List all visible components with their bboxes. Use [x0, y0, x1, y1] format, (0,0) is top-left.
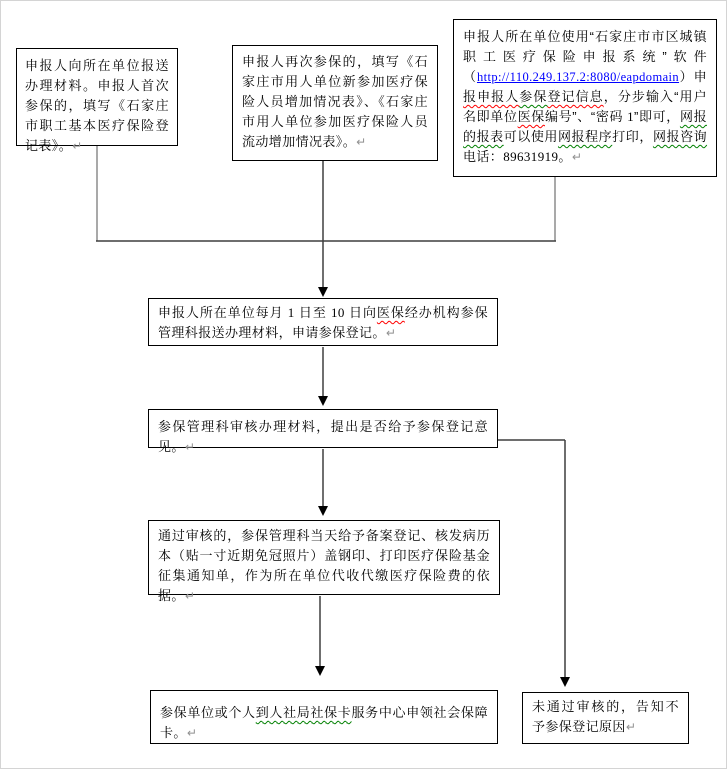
- text-segment: 申报人再次参保的，填写《石家庄市用人单位新参加医疗保险人员增加情况表》、《石家庄市用人单位参加医疗保险人员流动增加情况表》。: [242, 54, 428, 149]
- step-rejected-notice: [522, 692, 689, 744]
- arrowhead-to-rejected: [560, 677, 570, 687]
- text-segment: 1: [623, 109, 634, 124]
- text-segment: ，分步输入“用户名即单位: [463, 89, 707, 124]
- text-segment: 经办机构参保管理科报送办理材料，申请参保登记。: [158, 305, 488, 340]
- paragraph-mark-icon: ↵: [72, 139, 83, 153]
- text-segment: 网报咨询: [652, 129, 708, 144]
- paragraph-mark-icon: ↵: [625, 720, 637, 734]
- text-segment: 服务中心申领社会保障卡。: [160, 705, 488, 740]
- text-segment: 网报程序: [557, 129, 613, 144]
- text-segment: 10: [326, 305, 349, 320]
- text-segment: 可以使用: [503, 129, 558, 144]
- paragraph-mark-icon: ↵: [385, 326, 397, 340]
- text-segment: 参保管理科审核办理材料，提出是否给予参保登记意见。: [158, 419, 488, 454]
- paragraph-mark-icon: ↵: [356, 135, 367, 149]
- text-segment: 报申报人: [463, 89, 520, 104]
- step-re-enrollment: [232, 45, 438, 161]
- text-segment: 申报人向所在单位报送办理材料。申报人首次参保的，填写《石家庄市职工基本医疗保险登记表》。: [25, 58, 169, 153]
- text-segment: 电话：: [463, 149, 504, 164]
- arrowhead-to-review: [318, 396, 328, 406]
- text-segment: ”即可，: [633, 109, 680, 124]
- step-online-declaration: [453, 19, 717, 177]
- step-monthly-submission: [148, 298, 498, 346]
- paragraph-mark-icon: ↵: [184, 440, 196, 454]
- text-segment: 网报的报表: [463, 109, 707, 144]
- paragraph-mark-icon: ↵: [571, 150, 583, 164]
- step-approved-registration: [148, 520, 500, 603]
- text-segment: 医保: [376, 305, 405, 320]
- step-social-security-card: [150, 690, 498, 744]
- text-segment: 医保: [517, 109, 545, 124]
- text-segment: 未通过审核的，告知不予参保登记原因: [532, 699, 679, 734]
- paragraph-mark-icon: ↵: [184, 589, 196, 603]
- text-segment: 登记信息: [547, 89, 604, 104]
- text-segment: 打印，: [612, 129, 653, 144]
- step-review: [148, 409, 498, 454]
- text-segment: 1: [283, 305, 299, 320]
- text-segment: 日向: [349, 305, 377, 320]
- text-segment: 参保单位或个人: [160, 705, 256, 720]
- arrowhead-to-approved: [318, 506, 328, 516]
- text-segment: 参保: [519, 89, 548, 104]
- text-segment: 编号”、“密码: [544, 109, 624, 124]
- text-segment: 日至: [298, 305, 327, 320]
- text-segment: 申报人所在单位每月: [158, 305, 284, 320]
- arrowhead-to-monthly-submit: [318, 287, 328, 297]
- text-segment: 89631919: [503, 149, 559, 164]
- text-segment: ）申: [679, 69, 707, 84]
- text-segment: 到人社局社保卡: [255, 705, 352, 720]
- text-segment: 。: [558, 149, 572, 164]
- text-segment: 通过审核的，参保管理科当天给予备案登记、核发病历本（贴一寸近期免冠照片）盖钢印、打印医疗保险基金征集通知单，作为所在单位代收代缴医疗保险费的依据。: [158, 528, 490, 603]
- arrowhead-to-card: [315, 666, 325, 676]
- url-link[interactable]: http://110.249.137.2:8080/eapdomain: [476, 70, 680, 84]
- text-segment: 申报人所在单位使用“石家庄市市区城镇职工医疗保险申报系统”软件（: [463, 29, 707, 84]
- step-first-time-enrollment: [16, 48, 178, 153]
- paragraph-mark-icon: ↵: [186, 726, 198, 740]
